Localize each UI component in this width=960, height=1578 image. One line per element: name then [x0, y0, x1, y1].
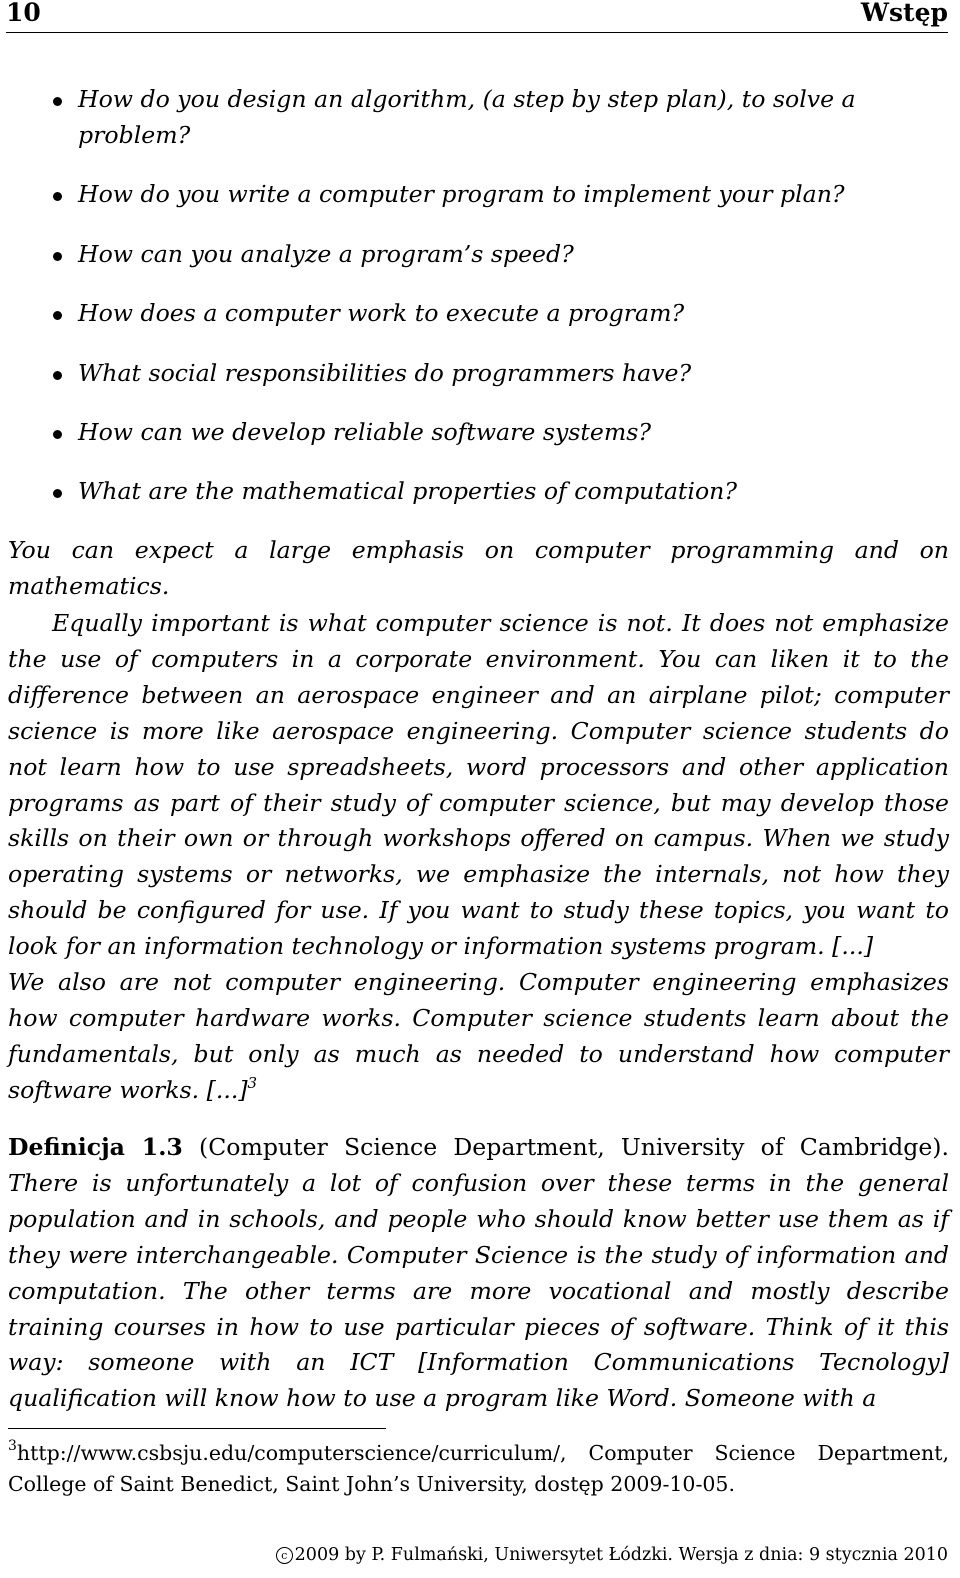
copyright-footer: [276, 1545, 948, 1565]
chapter-title: Wstęp: [860, 0, 948, 27]
list-item-text: How do you write a computer program to implement your plan?: [78, 180, 845, 209]
definition-text: There is unfortunately a lot of confusion over these terms in the general population and in schools, and people who should know better use them as if they were interchangeable. Computer Science is the study of information and computation. The other terms are more vocational and mostly describe training courses in how to use particular pieces of software. Think of it this way: someone with an ICT [Information Communications Tecnology] qualification will know how to use a program like Word. Someone with a: [8, 1168, 949, 1413]
list-item-text: How does a computer work to execute a program?: [78, 299, 685, 328]
emphasis-paragraph: You can expect a large emphasis on computer programming and on mathematics.: [8, 536, 949, 600]
bullet-icon: [53, 252, 62, 261]
page-header: [6, 0, 948, 33]
bullet-icon: [53, 97, 62, 106]
list-item-text: What social responsibilities do programmers have?: [78, 358, 692, 387]
list-item-text: How can we develop reliable software systems?: [78, 417, 651, 446]
definition-label: Definicja 1.3: [8, 1133, 183, 1161]
copyright-text: 2009 by P. Fulmański, Uniwersytet Łódzki. Wersja z dnia: 9 stycznia 2010: [294, 1545, 948, 1565]
list-item: [8, 296, 949, 332]
list-item: [8, 356, 949, 392]
list-item-text: What are the mathematical properties of computation?: [78, 477, 737, 506]
footnote-text: http://www.csbsju.edu/computerscience/curriculum/, Computer Science Department, College of Saint Benedict, Saint John’s University, dostęp 2009-10-05.: [8, 1441, 949, 1496]
definition-block: [8, 1130, 949, 1417]
footnote-reference[interactable]: 3: [247, 1073, 258, 1092]
footnote: [8, 1438, 949, 1499]
bullet-icon: [53, 192, 62, 201]
list-item: [8, 474, 949, 510]
not-engineering-paragraph: We also are not computer engineering. Computer engineering emphasizes how computer hardware works. Computer science students learn about the fundamentals, but only as much as needed to understand how computer software works. [...]: [8, 968, 949, 1104]
list-item: [8, 82, 949, 154]
list-item: [8, 237, 949, 273]
quote-paragraphs: [8, 606, 949, 1109]
bullet-icon: [53, 430, 62, 439]
page-number: 10: [6, 0, 41, 27]
list-item-text: How do you design an algorithm, (a step by step plan), to solve a problem?: [78, 85, 856, 149]
footnote-marker: 3: [8, 1438, 17, 1454]
definition-source: (Computer Science Department, University of Cambridge).: [198, 1133, 949, 1161]
bullet-icon: [53, 371, 62, 380]
list-item-text: How can you analyze a program’s speed?: [78, 239, 574, 268]
list-item: [8, 415, 949, 451]
bullet-icon: [53, 311, 62, 320]
equally-important-paragraph: Equally important is what computer science is not. It does not emphasize the use of computers in a corporate environment. You can liken it to the difference between an aerospace engineer and an airplane pilot; computer science is more like aerospace engineering. Computer science students do not learn how to use spreadsheets, word processors and other application programs as part of their study of computer science, but may develop those skills on their own or through workshops offered on campus. When we study operating systems or networks, we emphasize the internals, not how they should be configured for use. If you want to study these topics, you want to look for an information technology or information systems program. [...]: [8, 609, 949, 961]
list-item: [8, 177, 949, 213]
question-list: [8, 82, 949, 534]
footnote-divider: [8, 1428, 386, 1429]
copyright-icon: c: [276, 1547, 293, 1564]
bullet-icon: [53, 489, 62, 498]
